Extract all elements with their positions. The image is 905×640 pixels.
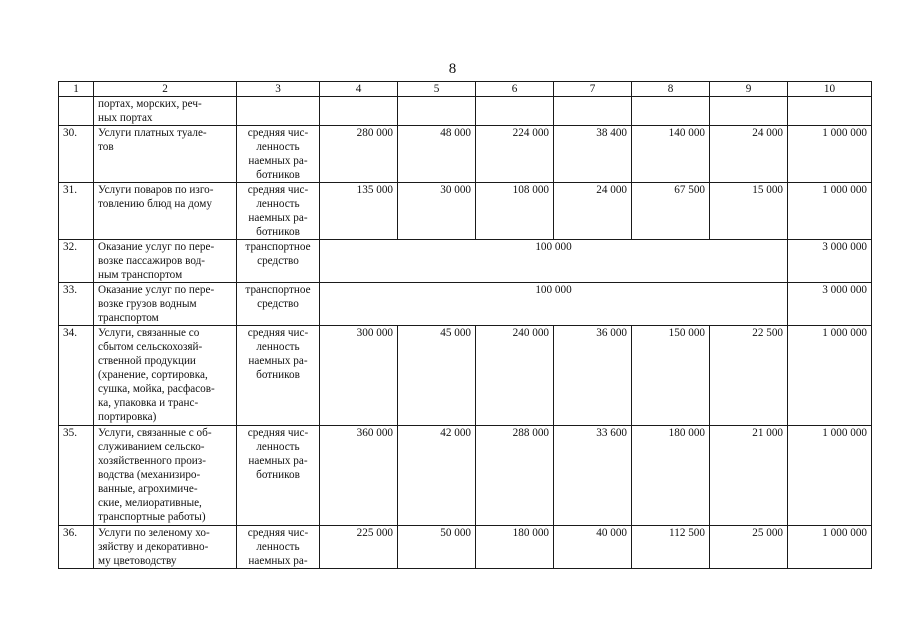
value-cell: 112 500 — [632, 526, 710, 569]
service-name — [94, 283, 237, 326]
total-value: 1 000 000 — [788, 326, 872, 426]
value-cell: 48 000 — [398, 126, 476, 183]
value-cell: 42 000 — [398, 426, 476, 526]
service-name-line: возке грузов водным — [98, 298, 197, 310]
service-name — [94, 183, 237, 240]
service-name-line: Услуги, связанные со — [98, 327, 200, 339]
table-row — [59, 526, 872, 569]
unit-of-measure — [237, 183, 320, 240]
unit-of-measure-line: ленность — [256, 441, 300, 453]
value-cell: 135 000 — [320, 183, 398, 240]
value-cell — [554, 97, 632, 126]
service-name-line: транспортом — [98, 312, 159, 324]
unit-of-measure-line: ботников — [256, 226, 300, 238]
value-cell — [398, 97, 476, 126]
value-cell: 140 000 — [632, 126, 710, 183]
page-number: 8 — [448, 61, 457, 77]
total-value: 3 000 000 — [788, 240, 872, 283]
service-name-line: служиванием сельско- — [98, 441, 205, 453]
value-cell: 30 000 — [398, 183, 476, 240]
row-number: 32. — [59, 240, 94, 283]
unit-of-measure — [237, 326, 320, 426]
service-name-line: Услуги поваров по изго- — [98, 184, 214, 196]
unit-of-measure-line: средняя чис- — [247, 184, 309, 196]
table-row — [59, 283, 872, 326]
unit-of-measure — [237, 426, 320, 526]
table-row — [59, 240, 872, 283]
service-name-line: сбытом сельскохозяй- — [98, 341, 203, 353]
row-number — [59, 97, 94, 126]
unit-of-measure-line: средство — [257, 298, 299, 310]
header-cell: 1 — [59, 82, 94, 97]
unit-of-measure-line: наемных ра- — [248, 455, 308, 467]
unit-of-measure — [237, 240, 320, 283]
service-name-line: товлению блюд на дому — [98, 198, 212, 210]
service-name — [94, 526, 237, 569]
service-name-line: ственной продукции — [98, 355, 196, 367]
row-number: 36. — [59, 526, 94, 569]
unit-of-measure-line: ботников — [256, 169, 300, 181]
unit-of-measure — [237, 283, 320, 326]
value-cell: 280 000 — [320, 126, 398, 183]
service-name-line: ка, упаковка и транс- — [98, 397, 199, 409]
row-number: 33. — [59, 283, 94, 326]
service-name — [94, 126, 237, 183]
value-cell — [476, 97, 554, 126]
header-cell: 3 — [237, 82, 320, 97]
value-cell: 36 000 — [554, 326, 632, 426]
unit-of-measure-line: транспортное — [245, 284, 311, 296]
header-cell: 4 — [320, 82, 398, 97]
value-cell — [320, 97, 398, 126]
unit-of-measure-line: ленность — [256, 198, 300, 210]
row-number: 35. — [59, 426, 94, 526]
value-cell — [710, 97, 788, 126]
row-number: 30. — [59, 126, 94, 183]
service-name-line: зяйству и декоративно- — [98, 541, 209, 553]
table-body — [59, 82, 872, 569]
row-number: 34. — [59, 326, 94, 426]
service-name-line: возке пассажиров вод- — [98, 255, 206, 267]
table-row — [59, 326, 872, 426]
value-cell: 360 000 — [320, 426, 398, 526]
unit-of-measure-line: ленность — [256, 541, 300, 553]
unit-of-measure — [237, 526, 320, 569]
service-name-line: ванные, агрохимиче- — [98, 483, 198, 495]
service-name-line: водства (механизиро- — [98, 469, 201, 481]
header-row — [59, 82, 872, 97]
service-name-line: ские, мелиоративные, — [98, 497, 202, 509]
value-cell: 25 000 — [710, 526, 788, 569]
service-name-line: тов — [98, 141, 114, 153]
value-cell: 21 000 — [710, 426, 788, 526]
total-value: 1 000 000 — [788, 526, 872, 569]
unit-of-measure-line: транспортное — [245, 241, 311, 253]
header-cell: 6 — [476, 82, 554, 97]
service-name-line: Оказание услуг по пере- — [98, 284, 215, 296]
table-row — [59, 97, 872, 126]
header-cell: 10 — [788, 82, 872, 97]
value-cell: 300 000 — [320, 326, 398, 426]
unit-of-measure-line: средство — [257, 255, 299, 267]
total-value: 1 000 000 — [788, 183, 872, 240]
value-cell: 15 000 — [710, 183, 788, 240]
header-cell: 9 — [710, 82, 788, 97]
service-name-line: (хранение, сортировка, — [98, 369, 208, 381]
service-name — [94, 326, 237, 426]
value-cell: 33 600 — [554, 426, 632, 526]
total-value: 1 000 000 — [788, 426, 872, 526]
unit-of-measure — [237, 97, 320, 126]
unit-of-measure-line: наемных ра- — [248, 155, 308, 167]
value-cell: 240 000 — [476, 326, 554, 426]
service-name — [94, 426, 237, 526]
unit-of-measure-line: ботников — [256, 469, 300, 481]
value-cell: 225 000 — [320, 526, 398, 569]
value-cell: 150 000 — [632, 326, 710, 426]
service-name — [94, 97, 237, 126]
service-name-line: ных портах — [98, 112, 153, 124]
value-cell: 24 000 — [710, 126, 788, 183]
service-name-line: Услуги платных туале- — [98, 127, 207, 139]
unit-of-measure-line: средняя чис- — [247, 527, 309, 539]
header-cell: 7 — [554, 82, 632, 97]
header-cell: 2 — [94, 82, 237, 97]
unit-of-measure-line: ботников — [256, 369, 300, 381]
value-cell: 180 000 — [476, 526, 554, 569]
service-name-line: му цветоводству — [98, 555, 177, 567]
total-value: 3 000 000 — [788, 283, 872, 326]
service-name-line: транспортные работы) — [98, 511, 206, 523]
unit-of-measure-line: ленность — [256, 141, 300, 153]
value-cell: 108 000 — [476, 183, 554, 240]
table-row — [59, 426, 872, 526]
value-cell: 24 000 — [554, 183, 632, 240]
unit-of-measure-line: наемных ра- — [248, 212, 308, 224]
unit-of-measure-line: средняя чис- — [247, 427, 309, 439]
unit-of-measure — [237, 126, 320, 183]
total-value: 1 000 000 — [788, 126, 872, 183]
value-cell: 288 000 — [476, 426, 554, 526]
total-value — [788, 97, 872, 126]
service-name-line: Оказание услуг по пере- — [98, 241, 215, 253]
service-name-line: портах, морских, реч- — [98, 98, 202, 110]
service-name-line: портировка) — [98, 411, 157, 423]
unit-of-measure-line: ленность — [256, 341, 300, 353]
header-cell: 8 — [632, 82, 710, 97]
value-cell: 224 000 — [476, 126, 554, 183]
unit-of-measure-line: наемных ра- — [248, 355, 308, 367]
value-cell: 50 000 — [398, 526, 476, 569]
service-name-line: Услуги по зеленому хо- — [98, 527, 210, 539]
service-name-line: сушка, мойка, расфасов- — [98, 383, 215, 395]
header-cell: 5 — [398, 82, 476, 97]
unit-of-measure-line: средняя чис- — [247, 327, 309, 339]
value-cell: 22 500 — [710, 326, 788, 426]
merged-value: 100 000 — [320, 240, 788, 283]
tax-rate-table — [58, 81, 872, 569]
service-name-line: ным транспортом — [98, 269, 183, 281]
service-name-line: хозяйственного произ- — [98, 455, 206, 467]
value-cell: 180 000 — [632, 426, 710, 526]
unit-of-measure-line: средняя чис- — [247, 127, 309, 139]
table-row — [59, 183, 872, 240]
value-cell: 45 000 — [398, 326, 476, 426]
value-cell: 38 400 — [554, 126, 632, 183]
value-cell: 40 000 — [554, 526, 632, 569]
service-name-line: Услуги, связанные с об- — [98, 427, 212, 439]
table-row — [59, 126, 872, 183]
value-cell: 67 500 — [632, 183, 710, 240]
service-name — [94, 240, 237, 283]
value-cell — [632, 97, 710, 126]
merged-value: 100 000 — [320, 283, 788, 326]
unit-of-measure-line: наемных ра- — [248, 555, 308, 567]
row-number: 31. — [59, 183, 94, 240]
